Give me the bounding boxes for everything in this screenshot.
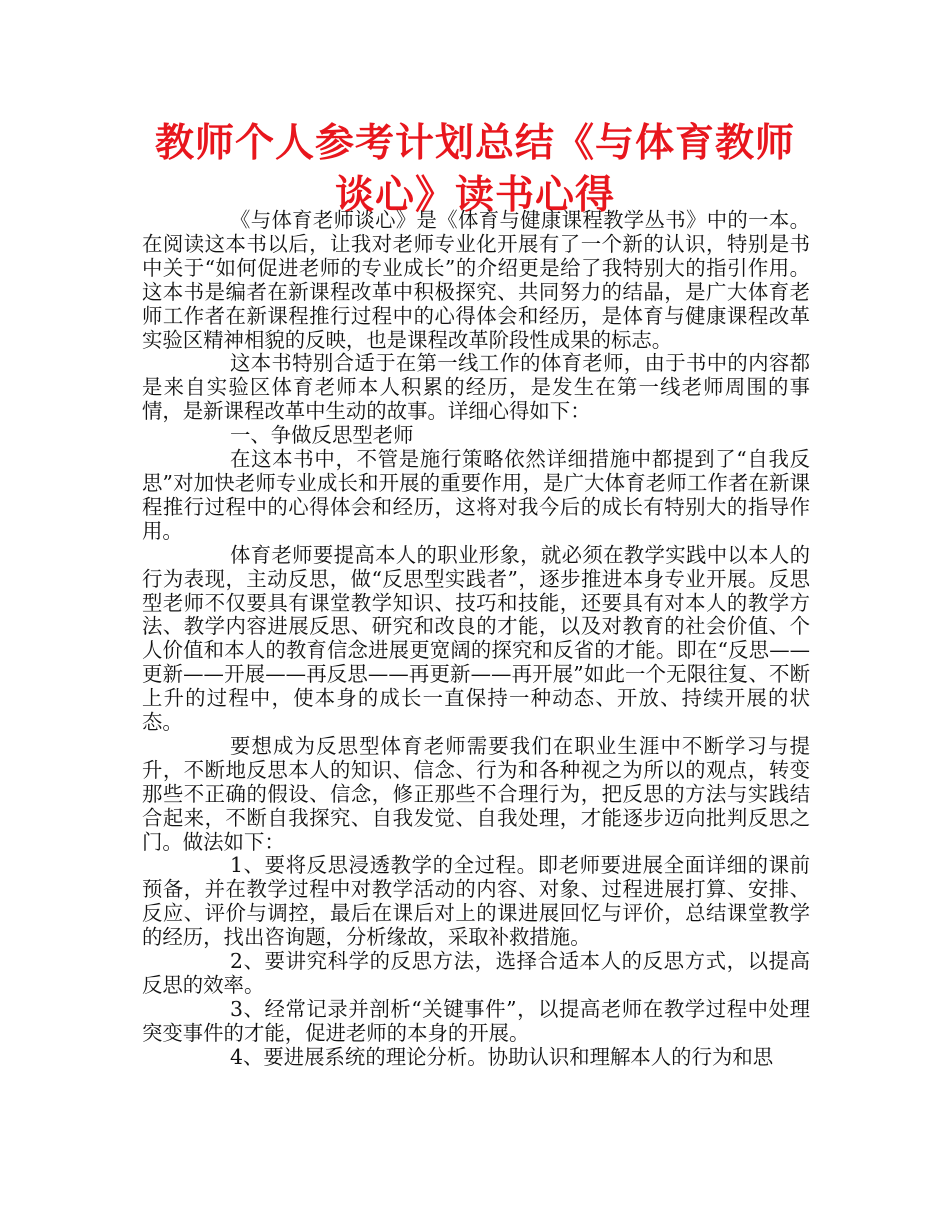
- paragraph: 这本书特别合适于在第一线工作的体育老师，由于书中的内容都是来自实验区体育老师本人积累的经历，是发生在第一线老师周围的事情，是新课程改革中生动的故事。详细心得如下：: [142, 351, 810, 424]
- paragraph: 要想成为反思型体育老师需要我们在职业生涯中不断学习与提升，不断地反思本人的知识、信念、行为和各种视之为所以的观点，转变那些不正确的假设、信念，修正那些不合理行为，把反思的方法与实践结合起来，不断自我探究、自我发觉、自我处理，才能逐步迈向批判反思之门。做法如下：: [142, 733, 810, 854]
- section-heading: 一、争做反思型老师: [230, 423, 414, 448]
- list-item: 2、要讲究科学的反思方法，选择合适本人的反思方式，以提高反思的效率。: [142, 949, 810, 997]
- document-title: 教师个人参考计划总结《与体育教师谈心》读书心得: [154, 121, 795, 218]
- paragraph: 在这本书中，不管是施行策略依然详细措施中都提到了“自我反思”对加快老师专业成长和开展的重要作用，是广大体育老师工作者在新课程推行过程中的心得体会和经历，这将对我今后的成长有特别大的指导作用。: [142, 447, 810, 543]
- list-item: 1、要将反思浸透教学的全过程。即老师要进展全面详细的课前预备，并在教学过程中对教学活动的内容、对象、过程进展打算、安排、反应、评价与调控，最后在课后对上的课进展回忆与评价，总结课堂教学的经历，找出咨询题，分析缘故，采取补救措施。: [142, 853, 810, 950]
- list-item: 3、经常记录并剖析“关键事件”，以提高老师在教学过程中处理突变事件的才能，促进老师的本身的开展。: [142, 996, 810, 1045]
- list-item: 4、要进展系统的理论分析。协助认识和理解本人的行为和思: [230, 1044, 774, 1069]
- paragraph: 体育老师要提高本人的职业形象，就必须在教学实践中以本人的行为表现，主动反思，做“反思型实践者”，逐步推进本身专业开展。反思型老师不仅要具有课堂教学知识、技巧和技能，还要具有对本人的教学方法、教学内容进展反思、研究和改良的才能，以及对教育的社会价值、个人价值和本人的教育信念进展更宽阔的探究和反省的才能。即在“反思——更新——开展——再反思——再更新——再开展”如此一个无限往复、不断上升的过程中，使本身的成长一直保持一种动态、开放、持续开展的状态。: [142, 542, 810, 735]
- paragraph: 《与体育老师谈心》是《体育与健康课程教学丛书》中的一本。在阅读这本书以后，让我对老师专业化开展有了一个新的认识，特别是书中关于“如何促进老师的专业成长”的介绍更是给了我特别大的指引作用。这本书是编者在新课程改革中积极探究、共同努力的结晶，是广大体育老师工作者在新课程推行过程中的心得体会和经历，是体育与健康课程改革实验区精神相貌的反映，也是课程改革阶段性成果的标志。: [142, 208, 810, 352]
- document-body: [142, 209, 810, 1070]
